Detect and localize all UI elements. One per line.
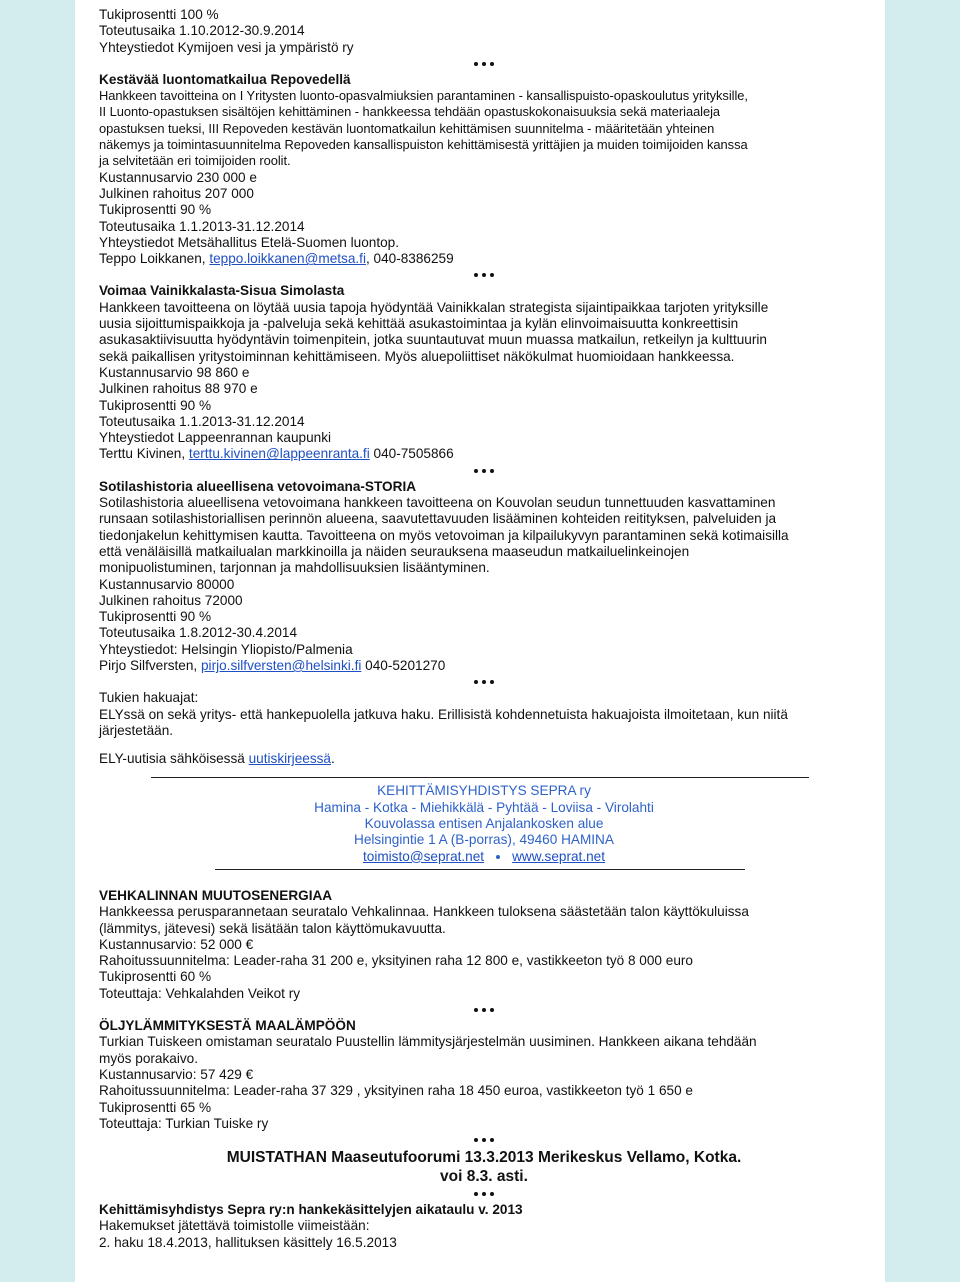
project-desc-line: uusia sijoittumispaikkoja ja -palveluja sekä kehittää asukastoimintaa ja kylän elinvoimaisuutta konkreettisin: [99, 316, 739, 332]
event-line: voi 8.3. asti.: [440, 1168, 528, 1186]
sepra-towns: Hamina - Kotka - Miehikkälä - Pyhtää - Loviisa - Virolahti: [314, 799, 654, 815]
sepra-name: KEHITTÄMISYHDISTYS SEPRA ry: [377, 783, 591, 799]
project-contact: [99, 658, 869, 674]
project-desc-line: Turkian Tuiskeen omistaman seuratalo Puustellin lämmitysjärjestelmän uusiminen. Hankkeen aikana tehdään: [99, 1034, 757, 1050]
contact-phone: , 040-8386259: [365, 251, 454, 267]
project-detail: Julkinen rahoitus 207 000: [99, 185, 254, 201]
separator-dots: [99, 1186, 869, 1202]
project-desc-line: Hankkeessa perusparannetaan seuratalo Vehkalinnaa. Hankkeen tuloksena säästetään talon käyttökuluissa: [99, 904, 749, 920]
top-tukiprosentti: Tukiprosentti 100 %: [99, 7, 219, 22]
contact-name: Terttu Kivinen,: [99, 446, 189, 462]
sepra-links: [99, 849, 869, 865]
project-detail: Toteutusaika 1.8.2012-30.4.2014: [99, 625, 298, 641]
project-title: Voimaa Vainikkalasta-Sisua Simolasta: [99, 283, 345, 299]
project-detail: Kustannusarvio 80000: [99, 576, 235, 592]
project-detail: Toteutusaika 1.1.2013-31.12.2014: [99, 413, 305, 429]
right-margin-panel: [885, 0, 960, 1282]
project-detail: Tukiprosentti 90 %: [99, 609, 212, 625]
project-detail: Kustannusarvio: 52 000 €: [99, 936, 254, 952]
project-desc-line: näkemys ja toimintasuunnitelma Repoveden kansallispuiston kehittämisestä yrittäjien ja muiden toimijoiden kanssa: [99, 137, 748, 153]
separator-dots: [99, 1132, 869, 1148]
contact-phone: 040-7505866: [369, 446, 454, 462]
project-desc-line: tiedonjakelun kehittymisen kautta. Tavoitteena on myös vetovoiman ja kilpailukyvyn parantaminen sekä kotimaisilla: [99, 527, 789, 543]
contact-name: Pirjo Silfversten,: [99, 657, 201, 673]
project-detail: Tukiprosentti 65 %: [99, 1099, 212, 1115]
sepra-web-link[interactable]: www.seprat.net: [512, 848, 606, 864]
event-line: MUISTATHAN Maaseutufoorumi 13.3.2013 Merikeskus Vellamo, Kotka.: [226, 1149, 742, 1167]
contact-email-link[interactable]: teppo.loikkanen@metsa.fi: [209, 251, 366, 267]
left-margin-panel: [0, 0, 75, 1282]
document-page: [75, 0, 885, 1282]
hakuajat-text: järjestetään.: [99, 722, 174, 738]
project-title: Sotilashistoria alueellisena vetovoimana-STORIA: [99, 478, 417, 494]
contact-email-link[interactable]: terttu.kivinen@lappeenranta.fi: [188, 446, 370, 462]
project-desc-line: opastuksen tueksi, III Repoveden kestävän luontomatkailun kehittämisen suunnitelma - määritetään yhteinen: [99, 120, 715, 136]
project-desc-line: (lämmitys, jätevesi) sekä lisätään talon käyttömukavuutta.: [99, 920, 446, 936]
contact-name: Teppo Loikkanen,: [99, 251, 210, 267]
separator-dots: [99, 56, 869, 72]
project-contact: [99, 446, 869, 462]
project-detail: Kustannusarvio 98 860 e: [99, 364, 250, 380]
separator-dots: [99, 1002, 869, 1018]
hakuajat-heading: Tukien hakuajat:: [99, 690, 199, 706]
project-detail: Yhteystiedot Metsähallitus Etelä-Suomen luontop.: [99, 234, 399, 250]
project-detail: Toteutusaika 1.1.2013-31.12.2014: [99, 218, 305, 234]
ely-news-prefix: ELY-uutisia sähköisessä: [99, 751, 249, 767]
project-detail: Rahoitussuunnitelma: Leader-raha 31 200 e, yksityinen raha 12 800 e, vastikkeeton työ 8 000 euro: [99, 953, 693, 969]
project-desc-line: Sotilashistoria alueellisena vetovoimana hankkeen tavoitteena on Kouvolan seudun tunnettuuden kasvattaminen: [99, 495, 776, 511]
hakuajat-text: ELYssä on sekä yritys- että hankepuolella jatkuva haku. Erillisistä kohdennetuista hakuajoista ilmoitetaan, kun niitä: [99, 706, 788, 722]
project-detail: Kustannusarvio 230 000 e: [99, 169, 257, 185]
project-desc-line: Hankkeen tavoitteena on löytää uusia tapoja hyödyntää Vainikkalan strategista sijaintipaikkaa tarjoten yrityksille: [99, 299, 769, 315]
document-content: [99, 7, 869, 1251]
separator-dots: [99, 463, 869, 479]
project-desc-line: sekä paikallisen yritystoiminnan kehittämiseen. Myös aluepoliittiset näkökulmat huomioidaan hankkeessa.: [99, 348, 735, 364]
project-detail: Toteuttaja: Turkian Tuiske ry: [99, 1115, 269, 1131]
project-title: VEHKALINNAN MUUTOSENERGIAA: [99, 887, 333, 903]
sepra-email-link[interactable]: toimisto@seprat.net: [362, 848, 485, 864]
ely-news-line: [99, 751, 869, 767]
project-detail: Tukiprosentti 90 %: [99, 397, 212, 413]
bullet-icon: [496, 855, 500, 859]
project-title: Kestävää luontomatkailua Repovedellä: [99, 71, 351, 87]
schedule-line: 2. haku 18.4.2013, hallituksen käsittely 16.5.2013: [99, 1234, 397, 1250]
project-desc-line: asukasaktiivisuutta hyödyntävin toimenpitein, jotka suuntautuvat muun muassa matkailun, retkeilyn ja kulttuurin: [99, 332, 767, 348]
schedule-title: Kehittämisyhdistys Sepra ry:n hankekäsittelyjen aikataulu v. 2013: [99, 1202, 523, 1218]
project-desc-line: monipuolistuminen, tarjonnan ja mahdollisuuksien lisääntyminen.: [99, 560, 490, 576]
project-desc-line: että venäläisillä matkailualan markkinoilla ja näiden seurauksena maaseudun matkailuelinkeinojen: [99, 543, 690, 559]
ely-news-suffix: .: [330, 751, 335, 767]
project-detail: Yhteystiedot: Helsingin Yliopisto/Palmenia: [99, 641, 353, 657]
top-toteutusaika: Toteutusaika 1.10.2012-30.9.2014: [99, 23, 305, 39]
project-desc-line: runsaan sotilashistoriallisen perinnön alueena, saavutettavuuden lisääminen kohteiden reitityksen, palveluiden ja: [99, 511, 777, 527]
project-detail: Yhteystiedot Lappeenrannan kaupunki: [99, 430, 332, 446]
contact-email-link[interactable]: pirjo.silfversten@helsinki.fi: [201, 657, 362, 673]
newsletter-link[interactable]: uutiskirjeessä: [248, 751, 331, 767]
sepra-office: Kouvolassa entisen Anjalankosken alue: [364, 816, 604, 832]
project-desc-line: II Luonto-opastuksen sisältöjen kehittäminen - hankkeessa tehdään opastuskokonaisuuksia sekä materiaaleja: [99, 104, 721, 120]
project-detail: Tukiprosentti 90 %: [99, 202, 212, 218]
project-detail: Rahoitussuunnitelma: Leader-raha 37 329 , yksityinen raha 18 450 euroa, vastikkeeton työ 1 650 e: [99, 1083, 693, 1099]
project-detail: Toteuttaja: Vehkalahden Veikot ry: [99, 985, 301, 1001]
project-detail: Julkinen rahoitus 72000: [99, 592, 243, 608]
project-desc-line: myös porakaivo.: [99, 1050, 198, 1066]
project-desc-line: Hankkeen tavoitteina on I Yritysten luonto-opasvalmiuksien parantaminen - kansallispuisto-opaskoulutus yrityksille,: [99, 88, 748, 104]
separator-dots: [99, 674, 869, 690]
project-contact: [99, 251, 869, 267]
project-detail: Julkinen rahoitus 88 970 e: [99, 381, 258, 397]
sepra-address: Helsingintie 1 A (B-porras), 49460 HAMINA: [354, 832, 614, 848]
project-detail: Kustannusarvio: 57 429 €: [99, 1066, 254, 1082]
separator-dots: [99, 267, 869, 283]
schedule-line: Hakemukset jätettävä toimistolle viimeistään:: [99, 1218, 370, 1234]
contact-phone: 040-5201270: [361, 657, 446, 673]
project-detail: Tukiprosentti 60 %: [99, 969, 212, 985]
project-desc-line: ja selvitetään eri toimijoiden roolit.: [99, 153, 291, 169]
top-yhteystiedot: Yhteystiedot Kymijoen vesi ja ympäristö ry: [99, 39, 354, 55]
project-title: ÖLJYLÄMMITYKSESTÄ MAALÄMPÖÖN: [99, 1018, 356, 1034]
